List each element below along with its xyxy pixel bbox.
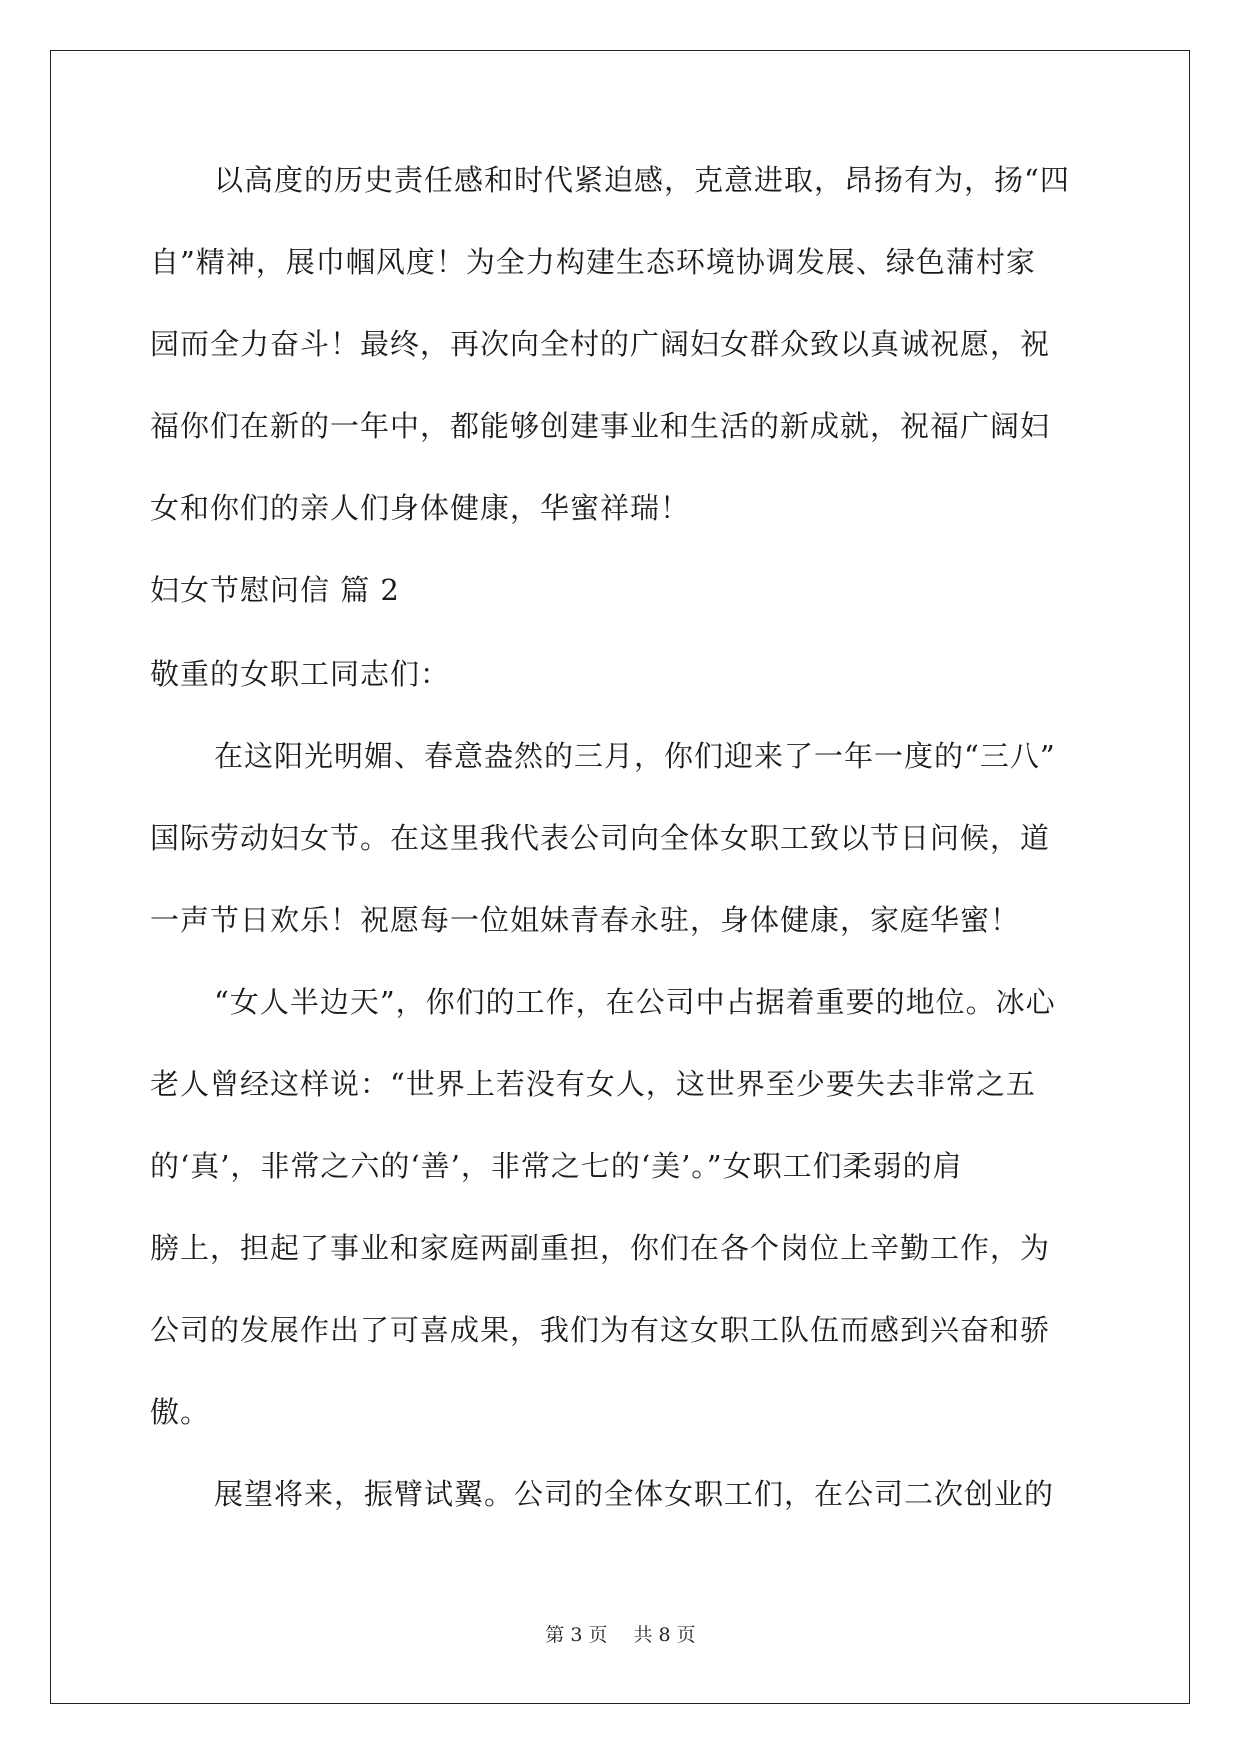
paragraph-line: 傲。 [150, 1395, 211, 1429]
paragraph-line: 公司的发展作出了可喜成果，我们为有这女职工队伍而感到兴奋和骄 [150, 1313, 1051, 1347]
page-footer [0, 1620, 1241, 1647]
paragraph-line: 女和你们的亲人们身体健康，华蜜祥瑞！ [150, 491, 691, 525]
section-heading: 妇女节慰问信 篇 2 [150, 573, 400, 607]
paragraph-line: 老人曾经这样说：“世界上若没有女人，这世界至少要失去非常之五 [150, 1067, 1036, 1101]
paragraph-line: 园而全力奋斗！最终，再次向全村的广阔妇女群众致以真诚祝愿，祝 [150, 327, 1051, 361]
paragraph-line: 国际劳动妇女节。在这里我代表公司向全体女职工致以节日问候，道 [150, 821, 1051, 855]
paragraph-line: 以高度的历史责任感和时代紧迫感，克意进取，昂扬有为，扬“四 [214, 163, 1070, 197]
paragraph-line: 展望将来，振臂试翼。公司的全体女职工们，在公司二次创业的 [214, 1477, 1055, 1511]
paragraph-line: 膀上，担起了事业和家庭两副重担，你们在各个岗位上辛勤工作，为 [150, 1231, 1051, 1265]
paragraph-line: 福你们在新的一年中，都能够创建事业和生活的新成就，祝福广阔妇 [150, 409, 1051, 443]
paragraph-line: 自”精神，展巾帼风度！为全力构建生态环境协调发展、绿色蒲村家 [150, 245, 1036, 279]
paragraph-line: 在这阳光明媚、春意盎然的三月，你们迎来了一年一度的“三八” [214, 739, 1056, 773]
paragraph-line: 的‘真’，非常之六的‘善’，非常之七的‘美’。”女职工们柔弱的肩 [150, 1149, 963, 1183]
document-body [150, 160, 1095, 1556]
page-number: 第 3 页 [545, 1624, 608, 1646]
page-total: 共 8 页 [633, 1624, 696, 1646]
paragraph-line: “女人半边天”，你们的工作，在公司中占据着重要的地位。冰心 [214, 985, 1056, 1019]
paragraph-line: 一声节日欢乐！祝愿每一位姐妹青春永驻，身体健康，家庭华蜜！ [150, 903, 1021, 937]
salutation: 敬重的女职工同志们： [150, 657, 451, 691]
